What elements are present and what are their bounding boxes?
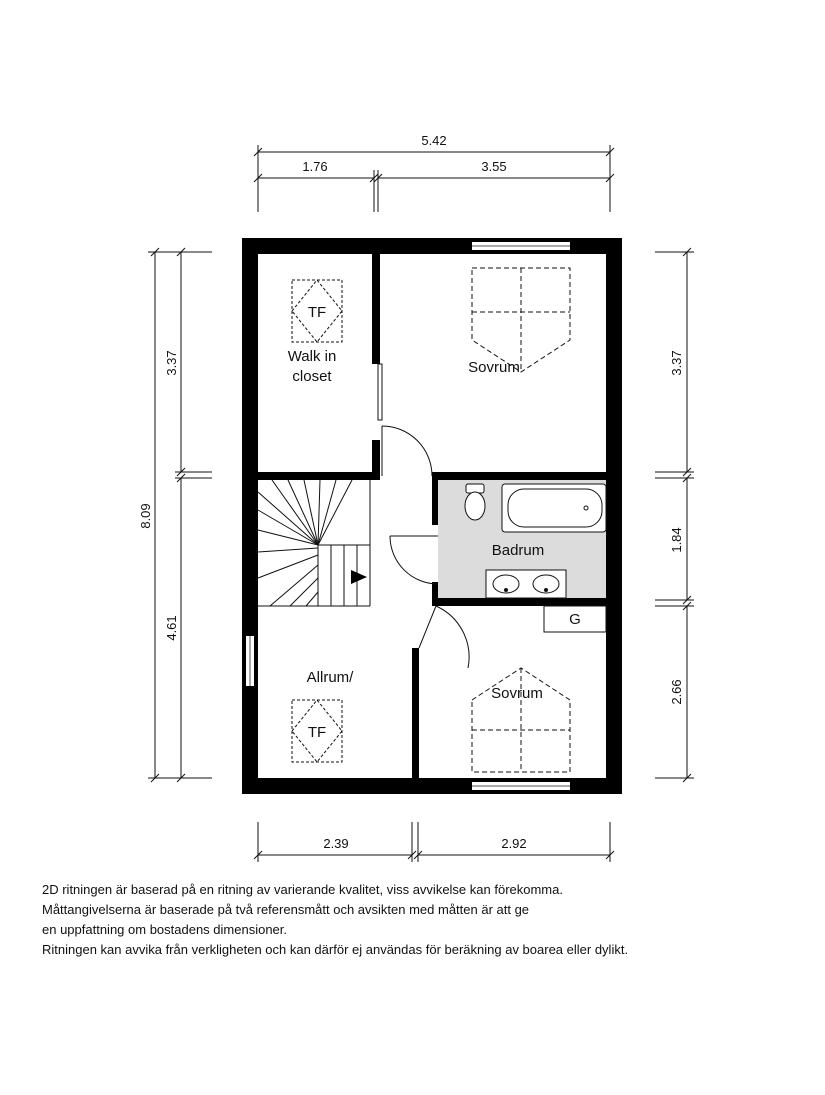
dim-left-upper: 3.37 <box>164 350 179 376</box>
dim-right-middle: 1.84 <box>669 527 684 553</box>
tf-label-lower: TF <box>307 724 327 741</box>
bottom-dimensions <box>254 822 614 862</box>
disclaimer-line3: en uppfattning om bostadens dimensioner. <box>42 922 288 937</box>
left-dimensions <box>148 248 212 782</box>
closet-sliding-door <box>378 364 382 420</box>
disclaimer-line1: 2D ritningen är baserad på en ritning av varierande kvalitet, viss avvikelse kan förekomma. <box>42 882 563 897</box>
disclaimer-line4: Ritningen kan avvika från verkligheten och kan därför ej användas för beräkning av boarea eller dylikt. <box>42 942 629 957</box>
sovrum-lower-label: Sovrum <box>491 685 543 702</box>
dim-left-lower: 4.61 <box>164 615 179 641</box>
dim-top-total: 5.42 <box>421 133 447 148</box>
allrum-label: Allrum/ <box>306 669 354 686</box>
top-dimensions <box>254 145 614 212</box>
dim-left-total: 8.09 <box>138 503 153 529</box>
disclaimer-line2: Måttangivelserna är baserade på två referensmått och avsikten med måtten är att ge <box>42 902 530 917</box>
toilet <box>465 484 485 520</box>
bed-lower <box>472 668 570 772</box>
dim-right-lower: 2.66 <box>669 679 684 705</box>
dim-bottom-right: 2.92 <box>501 836 527 851</box>
disclaimer-text <box>42 880 812 960</box>
g-label: G <box>569 611 581 628</box>
bed-upper <box>472 268 570 372</box>
dim-top-left: 1.76 <box>302 159 328 174</box>
stair-direction-arrow-icon <box>351 570 367 584</box>
sovrum-upper-label: Sovrum <box>468 359 520 376</box>
walk-in-closet-label-line1: Walk in <box>287 348 337 365</box>
staircase <box>258 480 370 606</box>
walk-in-closet-label-line2: closet <box>292 368 332 385</box>
dim-right-upper: 3.37 <box>669 350 684 376</box>
dim-bottom-left: 2.39 <box>323 836 349 851</box>
sinks <box>486 570 566 598</box>
dim-top-right: 3.55 <box>481 159 507 174</box>
tf-label-upper: TF <box>307 304 327 321</box>
badrum-label: Badrum <box>491 542 545 559</box>
bathtub <box>502 484 606 532</box>
